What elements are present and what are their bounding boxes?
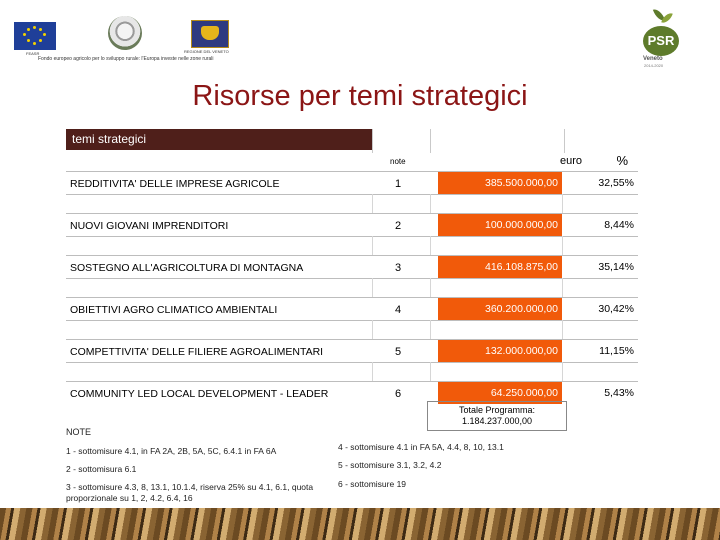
table-row [66,298,638,340]
row-label: COMPETTIVITA' DELLE FILIERE AGROALIMENTARI [70,346,324,358]
veneto-region-logo-icon [191,20,229,48]
row-percent: 35,14% [598,261,634,273]
row-note: 6 [394,388,402,400]
row-euro: 385.500.000,00 [485,177,558,189]
eu-caption: FEASR [26,51,40,56]
row-percent: 30,42% [598,303,634,315]
column-header-percent: % [616,153,628,168]
page-title: Risorse per temi strategici [192,80,528,112]
row-note: 5 [394,346,402,358]
psr-veneto-logo [640,8,686,68]
row-percent: 8,44% [604,219,634,231]
logo-caption: Fondo europeo agricolo per lo sviluppo rurale: l'Europa investe nelle zone rurali [38,56,214,62]
row-label: SOSTEGNO ALL'AGRICOLTURA DI MONTAGNA [70,262,304,274]
row-euro: 416.108.875,00 [485,261,558,273]
row-euro: 360.200.000,00 [485,303,558,315]
table-row [66,214,638,256]
leaf-icon [661,11,673,25]
note-item: 1 - sottomisure 4.1, in FA 2A, 2B, 5A, 5C, 6.4.1 in FA 6A [66,446,277,456]
total-program-box [427,401,567,431]
notes-heading: NOTE [66,427,92,437]
row-percent: 11,15% [599,345,634,357]
row-label: COMMUNITY LED LOCAL DEVELOPMENT - LEADER [70,388,329,400]
eu-flag-icon [14,22,56,50]
table-header-bar: temi strategici [66,129,372,150]
column-header-euro: euro [559,155,582,167]
row-label: REDDITIVITA' DELLE IMPRESE AGRICOLE [70,178,280,190]
total-value: 1.184.237.000,00 [461,416,533,426]
note-item: 3 - sottomisure 4.3, 8, 13.1, 10.1.4, riserva 25% su 4.1, 6.1, quota proporzionale su 1, 2, 4.2, 6.4, 16 [66,482,314,503]
psr-years: 2014-2020 [644,63,664,68]
note-item: 6 - sottomisure 19 [338,479,407,489]
row-note: 3 [394,262,402,274]
wheat-photo-strip [0,508,720,540]
veneto-caption: REGIONE DEL VENETO [184,49,229,54]
table-row [66,256,638,298]
row-note: 2 [394,220,402,232]
row-label: OBIETTIVI AGRO CLIMATICO AMBIENTALI [70,304,278,316]
total-label: Totale Programma: [458,405,536,415]
psr-mark: PSR [647,33,675,48]
republic-emblem-icon [108,16,142,50]
row-percent: 5,43% [604,387,634,399]
note-item: 5 - sottomisure 3.1, 3.2, 4.2 [338,460,442,470]
logo-header [0,0,720,70]
note-item: 4 - sottomisure 4.1 in FA 5A, 4.4, 8, 10, 13.1 [338,442,504,452]
row-euro: 64.250.000,00 [490,387,558,399]
row-note: 4 [394,304,402,316]
row-percent: 32,55% [598,177,634,189]
row-label: NUOVI GIOVANI IMPRENDITORI [70,220,229,232]
note-item: 2 - sottomisura 6.1 [66,464,137,474]
row-note: 1 [394,178,402,190]
table-row [66,340,638,382]
row-euro: 100.000.000,00 [485,219,558,231]
column-header-note: note [390,157,406,166]
table-row [66,172,638,214]
row-euro: 132.000.000,00 [485,345,558,357]
psr-sub: Veneto [643,56,663,62]
